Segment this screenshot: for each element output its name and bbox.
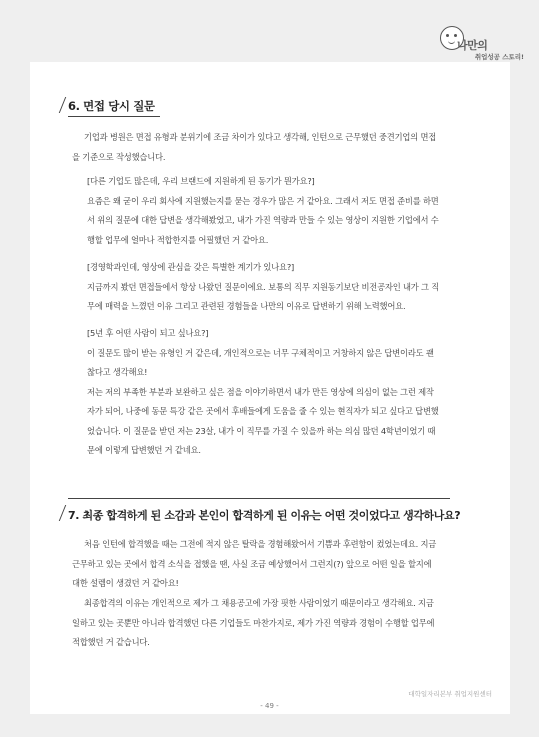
section6-heading-rule [68, 116, 160, 117]
answer-line: 문에 이렇게 답변했던 거 같네요. [87, 445, 201, 455]
answer-line: 었습니다. 이 질문을 받던 저는 23살, 내가 이 직무를 가질 수 있을까 하는 의심 많던 4학년이었기 때 [87, 425, 436, 436]
answer-line: 자가 되어, 나중에 동문 특강 같은 곳에서 후배들에게 도움을 줄 수 있는 현직자가 되고 싶다고 답변했 [87, 406, 439, 416]
body-line: 일하고 있는 곳뿐만 아니라 합격했던 다른 기업들도 마찬가지로, 제가 가진 역량과 경험이 수행할 업무에 [72, 617, 435, 628]
body-line: 대한 설렘이 생겼던 거 같아요! [72, 578, 179, 588]
section7-title: 7. 최종 합격하게 된 소감과 본인이 합격하게 된 이유는 어떤 것이었다고 생각하나요? [68, 509, 461, 522]
body-line: 최종합격의 이유는 개인적으로 제가 그 채용공고에 가장 핏한 사람이었기 때문이라고 생각해요. 지금 [84, 598, 434, 608]
answer-line: 이 질문도 많이 받는 유형인 거 같은데, 개인적으로는 너무 구체적이고 거창하지 않은 답변이라도 괜 [87, 347, 434, 358]
logo-title: 나만의 [457, 39, 488, 52]
question: [경영학과인데, 영상에 관심을 갖은 특별한 계기가 있나요?] [87, 262, 295, 272]
answer-line: 요즘은 왜 굳이 우리 회사에 지원했는지를 묻는 경우가 많은 거 같아요. 그래서 저도 면접 준비를 하면 [87, 195, 439, 206]
question: [다른 기업도 많은데, 우리 브랜드에 지원하게 된 동기가 뭔가요?] [87, 176, 315, 186]
section6-intro [72, 128, 472, 167]
answer-line: 찮다고 생각해요! [87, 367, 148, 377]
section6-qa-1 [87, 172, 477, 250]
section7-paragraph-1 [72, 535, 482, 594]
body-line: 근무하고 있는 곳에서 합격 소식을 접했을 땐, 사실 조금 예상했어서 그런지(?) 앞으로 어떤 일을 할지에 [72, 558, 432, 569]
answer-line: 서 위의 질문에 대한 답변을 생각해봤었고, 내가 가진 역량과 만들 수 있는 영상이 지원한 기업에서 수 [87, 215, 439, 225]
answer-line: 행할 업무에 얼마나 적합한지를 어필했던 거 같아요. [87, 234, 269, 245]
question: [5년 후 어떤 사람이 되고 싶나요?] [87, 328, 209, 338]
intro-line: 기업과 병원은 면접 유형과 분위기에 조금 차이가 있다고 생각해, 인턴으로 근무했던 중견기업의 면접 [84, 132, 437, 142]
section7-heading-rule-top [68, 498, 450, 499]
answer-line: 무에 매력을 느꼈던 이유 그리고 관련된 경험들을 나만의 이유로 답변하기 위해 노력했어요. [87, 301, 406, 311]
footer-organization: 대학일자리본부 취업지원센터 [408, 690, 492, 698]
body-line: 처음 인턴에 합격했을 때는 그전에 적지 않은 탈락을 경험해왔어서 기쁨과 후련함이 컸었는데요. 지금 [84, 539, 437, 549]
logo-subtitle: 취업성공 스토리! [474, 53, 524, 61]
brand-logo [438, 26, 526, 66]
section6-qa-2 [87, 258, 477, 317]
answer-line: 지금까지 봤던 면접들에서 항상 나왔던 질문이에요. 보통의 직무 지원동기보단 비전공자인 내가 그 직 [87, 281, 440, 292]
page-number: - 49 - [260, 702, 279, 710]
section6-title: 6. 면접 당시 질문 [68, 99, 155, 113]
intro-line: 을 기준으로 작성했습니다. [72, 151, 166, 162]
section6-qa-3 [87, 324, 477, 461]
answer-line: 저는 저의 부족한 부분과 보완하고 싶은 점을 이야기하면서 내가 만든 영상에 의심이 없는 그런 제작 [87, 386, 434, 397]
section7-paragraph-2 [72, 594, 482, 653]
body-line: 적합했던 거 같습니다. [72, 637, 150, 647]
